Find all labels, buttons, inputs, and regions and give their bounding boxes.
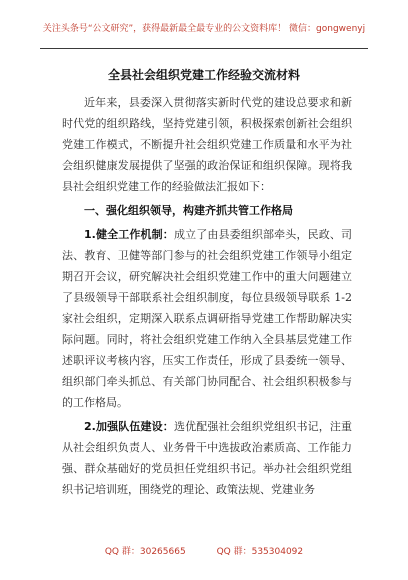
- item-1-text: 成立了由县委组织部牵头，民政、司法、教育、卫健等部门参与的社会组织党建工作领导小组定期召开会议，研究解决社会组织党建工作中的重大问题建立了县级领导干部联系社会组织制度，每位县级领导联系 1-2 家社会组织，定期深入联系点调研指导党建工作帮助解决实际问题。同时，将社会组织党建工作纳入全县基层党建工作述职评议考核内容，压实工作责任，形成了县委统一领导、组织部门牵头抓总、有关部门协同配合、社会组织积极参与的工作格局。: [62, 228, 352, 409]
- footer-qq-group-2: QQ 群：535304092: [216, 547, 304, 557]
- item-2-text: 选优配强社会组织党组织书记，注重从社会组织负责人、业务骨干中选拔政治素质高、工作能力强、群众基础好的党员担任党组织书记。举办社会组织党组织书记培训班，围绕党的理论、政策法规、党建业务: [62, 420, 352, 496]
- section-heading: 一、强化组织领导，构建齐抓共管工作格局: [84, 204, 293, 217]
- item-1-lead-in: 1.健全工作机制：: [84, 228, 174, 241]
- document-title: 全县社会组织党建工作经验交流材料: [107, 68, 300, 82]
- header-note: 关注头条号“公文研究”，获得最新最全最专业的公文资料库！ 微信：gongwenyj: [42, 24, 366, 34]
- paragraph-item-2: [62, 416, 352, 500]
- intro-paragraph: 近年来，县委深入贯彻落实新时代党的建设总要求和新时代党的组织路线，坚持党建引领，积极探索创新社会组织党建工作模式，不断提升社会组织党建工作质量和水平为社会组织健康发展提供了坚强的政治保证和组织保障。现将我县社会组织党建工作的经验做法汇报如下：: [62, 96, 352, 193]
- document-body: [62, 92, 352, 500]
- header-divider: [40, 48, 368, 49]
- item-2-lead-in: 2.加强队伍建设：: [84, 420, 174, 433]
- footer-qq-group-1: QQ 群：30265665: [104, 547, 186, 557]
- paragraph-item-1: [62, 224, 352, 413]
- footer: [0, 544, 408, 557]
